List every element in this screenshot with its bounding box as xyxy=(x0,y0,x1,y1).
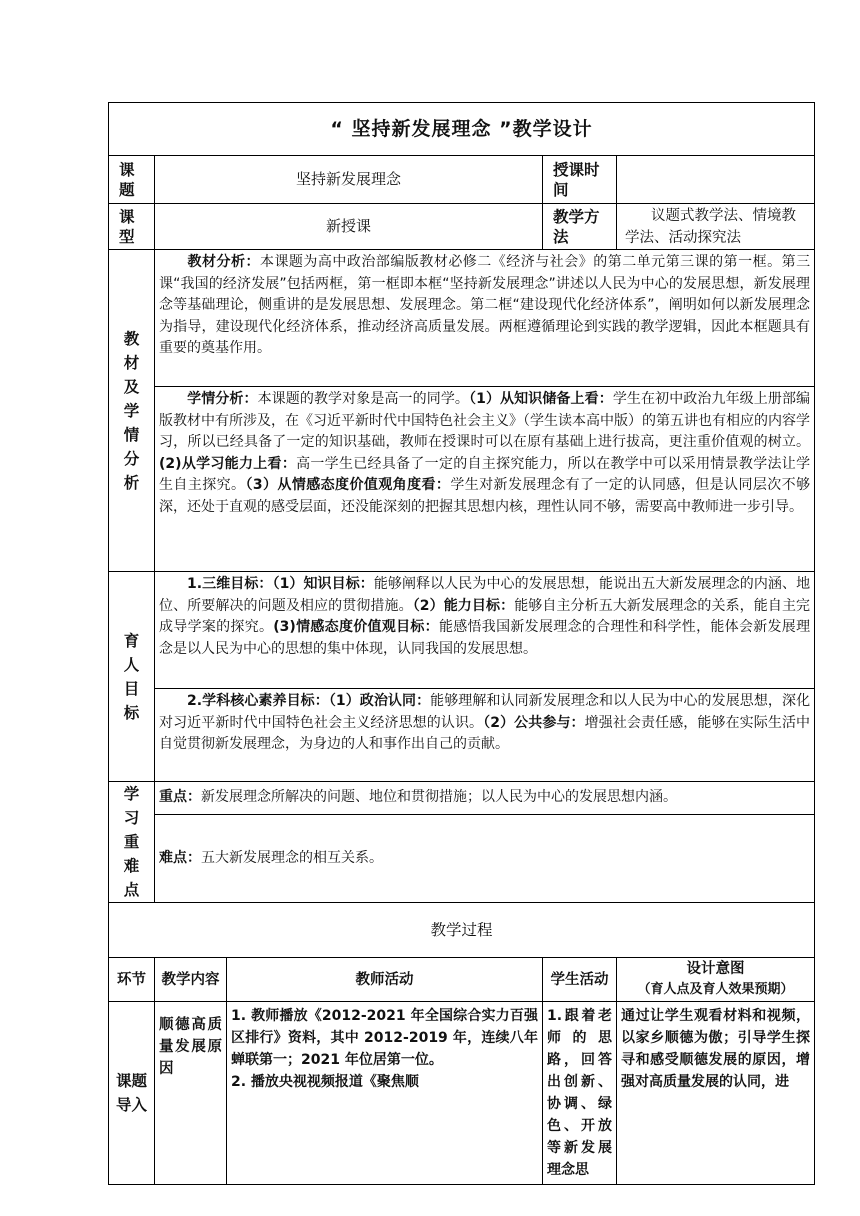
keypoint-row xyxy=(109,782,815,815)
key-point-heading: 重点： xyxy=(159,789,201,806)
process-header-row xyxy=(109,958,815,1002)
lesson-plan-document xyxy=(108,102,814,1185)
keypoints-label: 学习重难点 xyxy=(109,782,155,903)
student-analysis xyxy=(155,387,815,572)
core-literacy-heading: 2.学科核心素养目标： xyxy=(187,693,329,709)
document-title: “ 坚持新发展理念 ”教学设计 xyxy=(109,103,815,156)
teacher-step-2: 2. 播放央视视频报道《聚焦顺 xyxy=(231,1074,419,1090)
title-row xyxy=(109,103,815,156)
type-value: 新授课 xyxy=(155,204,543,250)
emotion-text: 学生对新发展理念有了一定的认同感，但是认同层次不够深，还处于直观的感受层面，还没能深刻的把握其思想内核，理性认同不够，需要高中教师进一步引导。 xyxy=(159,477,811,515)
teacher-activity-header: 教师活动 xyxy=(227,958,543,1002)
design-intent-header xyxy=(617,958,815,1002)
topic-row xyxy=(109,156,815,204)
political-identity-heading: （1）政治认同： xyxy=(328,693,431,709)
analysis-label: 教材及学情分析 xyxy=(109,250,155,572)
ability-heading: (2)从学习能力上看： xyxy=(159,455,297,472)
goals-row-2 xyxy=(109,689,815,782)
emotion-goal-heading: (3)情感态度价值观目标： xyxy=(273,619,439,635)
intro-design-intent: 通过让学生观看材料和视频，以家乡顺德为傲；引导学生探寻和感受顺德发展的原因，增强对高质量发展的认同，进 xyxy=(617,1002,815,1185)
intro-stage: 课题导入 xyxy=(109,1002,155,1185)
content-header: 教学内容 xyxy=(155,958,227,1002)
key-point xyxy=(155,782,815,815)
three-dimensional-goals xyxy=(155,572,815,689)
method-value: 议题式教学法、情境教学法、活动探究法 xyxy=(617,204,815,250)
intro-student-activity: 1.跟着老师的思路，回答出创新、协调、绿色、开放等新发展理念思 xyxy=(543,1002,617,1185)
key-point-text: 新发展理念所解决的问题、地位和贯彻措施；以人民为中心的发展思想内涵。 xyxy=(201,789,677,806)
knowledge-text: 学生在初中政治九年级上册部编版教材中有所涉及，在《习近平新时代中国特色社会主义》（学生读本高中版）的第五讲也有相应的内容学习，所以已经具备了一定的知识基础，教师在授课时可以在原有基础上进行拔高，更注重价值观的树立。 xyxy=(159,391,811,450)
knowledge-heading: （1）从知识储备上看： xyxy=(469,391,613,407)
public-participation-heading: （2）公共参与： xyxy=(483,714,585,731)
goals-row-1 xyxy=(109,572,815,689)
three-dimensional-heading: 1.三维目标： xyxy=(187,576,273,592)
ability-text: 高一学生已经具备了一定的自主探究能力，所以在教学中可以采用情景教学法让学生自主探究。 xyxy=(159,455,811,493)
type-row xyxy=(109,204,815,250)
student-analysis-row xyxy=(109,387,815,572)
design-intent-subtitle: （育人点及育人效果预期） xyxy=(637,982,794,997)
stage-header: 环节 xyxy=(109,958,155,1002)
intro-content: 顺德高质量发展原因 xyxy=(155,1002,227,1185)
textbook-analysis-row xyxy=(109,250,815,387)
core-literacy-goals xyxy=(155,689,815,782)
knowledge-goal-heading: （1）知识目标： xyxy=(272,576,374,592)
goals-label: 育人目标 xyxy=(109,572,155,782)
time-label: 授课时间 xyxy=(543,156,617,204)
difficulty-row xyxy=(109,815,815,903)
emotion-goal-text: 能感悟我国新发展理念的合理性和科学性，能体会新发展理念是以人民为中心的思想的集中体现，认同我国的发展思想。 xyxy=(159,619,811,657)
type-label: 课型 xyxy=(109,204,155,250)
ability-goal-heading: （2）能力目标： xyxy=(412,597,515,614)
intro-teacher-activity xyxy=(227,1002,543,1185)
difficult-point xyxy=(155,815,815,903)
lesson-plan-table xyxy=(108,102,815,1185)
public-participation-text: 增强社会责任感，能够在实际生活中自觉贯彻新发展理念，为身边的人和事作出自己的贡献。 xyxy=(159,714,811,752)
process-title-row xyxy=(109,903,815,958)
method-label: 教学方法 xyxy=(543,204,617,250)
design-intent-title: 设计意图 xyxy=(686,961,745,977)
process-title: 教学过程 xyxy=(109,903,815,958)
textbook-analysis xyxy=(155,250,815,387)
topic-label: 课题 xyxy=(109,156,155,204)
student-analysis-heading: 学情分析： xyxy=(187,391,258,407)
political-identity-text: 能够理解和认同新发展理念和以人民为中心的发展思想，深化对习近平新时代中国特色社会主义经济思想的认识。 xyxy=(159,693,811,731)
topic-value: 坚持新发展理念 xyxy=(155,156,543,204)
difficult-point-text: 五大新发展理念的相互关系。 xyxy=(201,849,383,866)
student-activity-header: 学生活动 xyxy=(543,958,617,1002)
textbook-analysis-body: 本课题为高中政治部编版教材必修二《经济与社会》的第二单元第三课的第一框。第三课“我国的经济发展”包括两框，第一框即本框“坚持新发展理念”讲述以人民为中心的发展思想，新发展理念等基础理论，侧重讲的是发展思想、发展理念。第二框“建设现代化经济体系”，阐明如何以新发展理念为指导，建设现代化经济体系，推动经济高质量发展。两框遵循理论到实践的教学逻辑，因此本框题具有重要的奠基作用。 xyxy=(159,254,811,356)
time-value xyxy=(617,156,815,204)
knowledge-goal-text: 能够阐释以人民为中心的发展思想，能说出五大新发展理念的内涵、地位、所要解决的问题及相应的贯彻措施。 xyxy=(159,576,811,614)
student-analysis-text: 本课题的教学对象是高一的同学。 xyxy=(257,391,470,407)
textbook-analysis-heading: 教材分析： xyxy=(187,254,260,270)
ability-goal-text: 能够自主分析五大新发展理念的关系，能自主完成导学案的探究。 xyxy=(159,597,811,635)
process-row-intro xyxy=(109,1002,815,1185)
teacher-step-1: 1. 教师播放《2012-2021 年全国综合实力百强区排行》资料，其中 2012-2019 年，连续八年蝉联第一；2021 年位居第一位。 xyxy=(231,1008,538,1068)
difficult-point-heading: 难点： xyxy=(159,849,201,866)
emotion-heading: （3）从情感态度价值观角度看： xyxy=(245,477,451,493)
